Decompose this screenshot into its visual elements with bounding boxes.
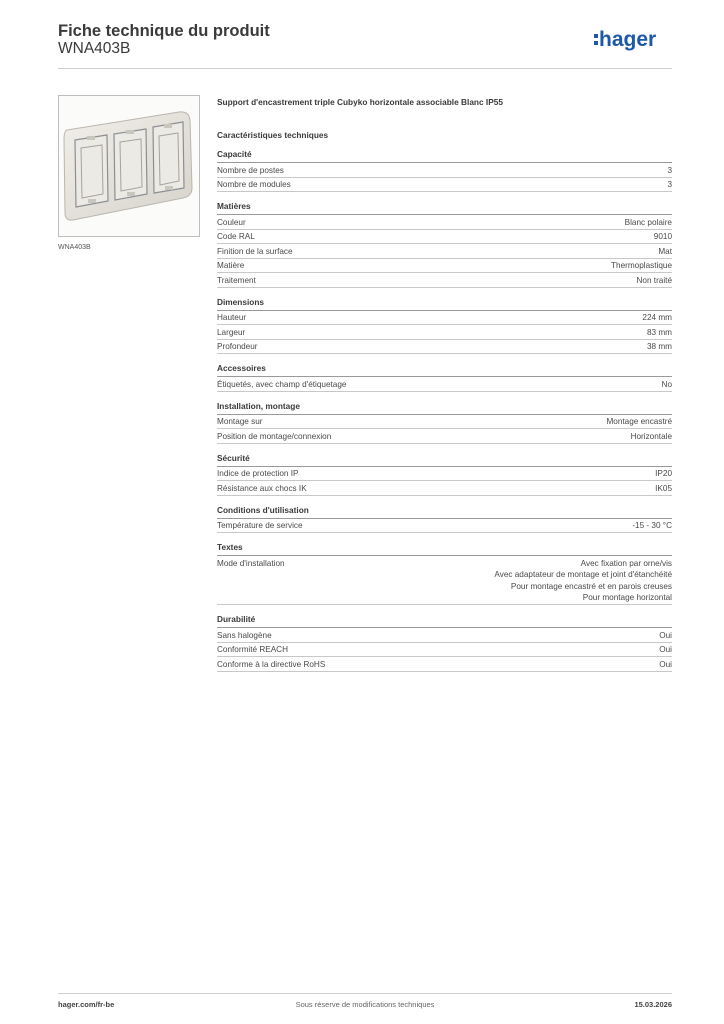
logo-text: hager (599, 28, 657, 51)
spec-row (217, 215, 672, 230)
spec-value: 224 mm (642, 313, 672, 322)
spec-group (217, 401, 672, 444)
spec-row (217, 273, 672, 288)
spec-row (217, 628, 672, 643)
spec-value: No (661, 379, 672, 389)
spec-row (217, 481, 672, 496)
spec-label: Montage sur (217, 417, 263, 426)
spec-label: Code RAL (217, 232, 255, 241)
spec-row (217, 340, 672, 355)
image-caption: WNA403B (58, 244, 91, 251)
spec-value: IK05 (655, 483, 672, 493)
product-reference: WNA403B (58, 40, 131, 57)
spec-group-title: Installation, montage (217, 401, 672, 415)
spec-value-line: Avec adaptateur de montage et joint d'étanchéité (494, 570, 672, 579)
spec-row (217, 643, 672, 658)
spec-row (217, 244, 672, 259)
spec-row (217, 467, 672, 482)
spec-label: Couleur (217, 217, 246, 227)
page-header (58, 22, 672, 69)
spec-row (217, 311, 672, 326)
spec-row (217, 325, 672, 340)
footer-website[interactable]: hager.com/fr-be (58, 1000, 115, 1009)
spec-value: Oui (659, 659, 672, 669)
spec-value: -15 - 30 °C (632, 521, 672, 530)
spec-value: Mat (658, 246, 672, 256)
spec-value: 3 (667, 180, 672, 189)
spec-label: Conforme à la directive RoHS (217, 659, 326, 669)
spec-group (217, 542, 672, 605)
spec-group (217, 149, 672, 192)
spec-row (217, 163, 672, 178)
spec-value: Non traité (636, 275, 672, 285)
spec-group (217, 201, 672, 288)
cubyko-support-icon (59, 96, 199, 236)
spec-label: Étiquetés, avec champ d'étiquetage (217, 379, 347, 389)
spec-label: Température de service (217, 521, 303, 530)
spec-value: 83 mm (646, 327, 672, 337)
spec-value: 9010 (653, 232, 672, 241)
footer-notice: Sous réserve de modifications techniques (295, 1000, 435, 1009)
product-specifications (217, 96, 672, 672)
spec-value-line: Avec fixation par orne/vis (580, 558, 672, 568)
spec-label: Position de montage/connexion (217, 431, 332, 441)
spec-value (494, 558, 672, 604)
spec-label: Traitement (217, 275, 256, 285)
spec-label: Mode d'installation (217, 558, 285, 568)
spec-row (217, 259, 672, 274)
spec-label: Conformité REACH (217, 645, 288, 654)
product-title: Support d'encastrement triple Cubyko horizontale associable Blanc IP55 (217, 97, 503, 107)
spec-label: Finition de la surface (217, 246, 293, 256)
footer-date: 15.03.2026 (634, 1000, 672, 1009)
spec-label: Résistance aux chocs IK (217, 483, 307, 493)
characteristics-title: Caractéristiques techniques (217, 130, 329, 140)
spec-group (217, 505, 672, 534)
spec-groups (217, 149, 672, 672)
spec-label: Matière (217, 261, 245, 270)
spec-row (217, 429, 672, 444)
spec-group-title: Accessoires (217, 363, 672, 377)
spec-value: 3 (667, 165, 672, 175)
spec-value: Thermoplastique (611, 261, 672, 270)
spec-value: Horizontale (630, 431, 672, 441)
spec-group-title: Textes (217, 542, 672, 556)
spec-label: Hauteur (217, 313, 247, 322)
spec-label: Sans halogène (217, 630, 272, 640)
spec-label: Largeur (217, 327, 246, 337)
spec-group-title: Matières (217, 201, 672, 215)
spec-value-line: Pour montage encastré et en parois creuses (510, 581, 672, 591)
spec-group-title: Conditions d'utilisation (217, 505, 672, 519)
spec-group (217, 363, 672, 392)
spec-value: Oui (659, 630, 672, 640)
spec-group (217, 614, 672, 672)
spec-row (217, 556, 672, 605)
spec-row (217, 415, 672, 430)
spec-row (217, 657, 672, 672)
spec-group (217, 453, 672, 496)
spec-label: Profondeur (217, 342, 258, 351)
page-footer (58, 993, 672, 1014)
spec-row (217, 178, 672, 193)
document-title: Fiche technique du produit (58, 22, 270, 40)
spec-row (217, 377, 672, 392)
spec-label: Nombre de postes (217, 165, 284, 175)
spec-row (217, 519, 672, 534)
spec-row (217, 230, 672, 245)
spec-value-line: Pour montage horizontal (582, 593, 672, 602)
hager-logo-icon (594, 26, 672, 54)
hager-logo (594, 26, 672, 54)
spec-group-title: Sécurité (217, 453, 672, 467)
spec-label: Nombre de modules (217, 180, 291, 189)
spec-label: Indice de protection IP (217, 469, 299, 478)
product-image (58, 95, 200, 237)
spec-value: Montage encastré (606, 417, 672, 426)
spec-group-title: Capacité (217, 149, 672, 163)
spec-value: Oui (659, 645, 672, 654)
spec-group (217, 297, 672, 355)
spec-value: IP20 (655, 469, 672, 478)
spec-group-title: Dimensions (217, 297, 672, 311)
spec-group-title: Durabilité (217, 614, 672, 628)
spec-value: Blanc polaire (624, 217, 672, 227)
spec-value: 38 mm (646, 342, 672, 351)
